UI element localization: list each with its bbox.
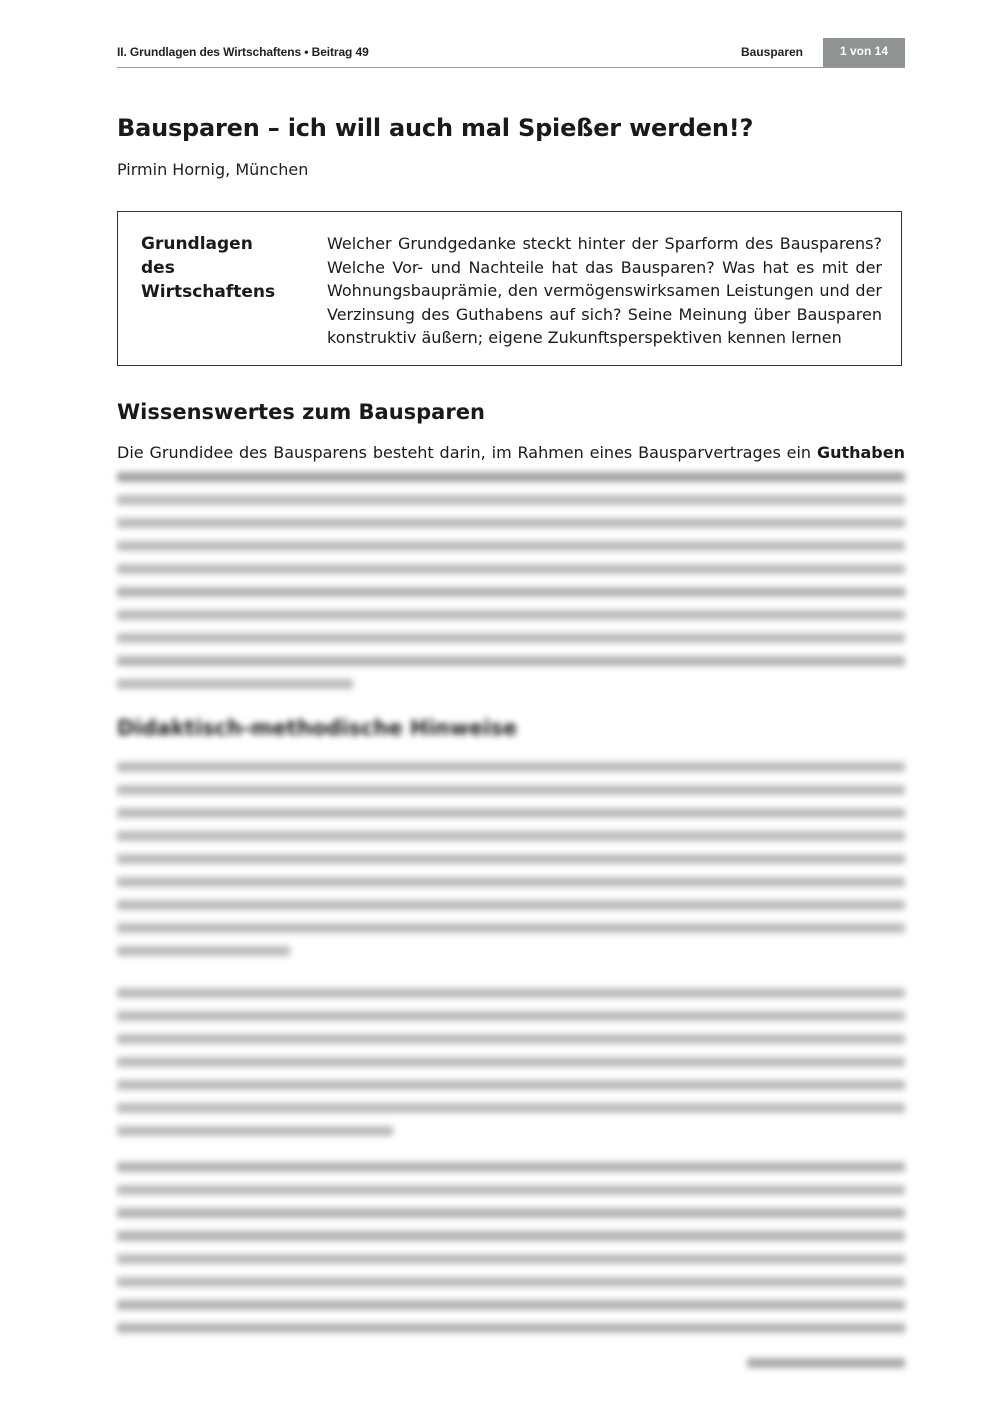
intro-bold-term: Guthaben bbox=[816, 443, 905, 462]
summary-box bbox=[117, 211, 902, 366]
section-heading-wissenswertes: Wissenswertes zum Bausparen bbox=[117, 400, 485, 424]
blurred-footer-credit bbox=[747, 1358, 905, 1368]
section-heading-didaktik: Didaktisch-methodische Hinweise bbox=[117, 716, 518, 740]
page-number-badge: 1 von 14 bbox=[823, 38, 905, 67]
page-header bbox=[117, 38, 905, 68]
intro-text: Die Grundidee des Bausparens besteht darin, im Rahmen eines Bausparvertrages ein bbox=[117, 443, 812, 462]
blurred-paragraph-section1 bbox=[117, 466, 905, 698]
blurred-paragraph-section2-b bbox=[117, 988, 905, 1149]
blurred-paragraph-section2-c bbox=[117, 1162, 905, 1346]
header-topic: Bausparen bbox=[740, 45, 803, 59]
author-line: Pirmin Hornig, München bbox=[117, 160, 309, 179]
blurred-paragraph-section2-a bbox=[117, 762, 905, 969]
header-series-title: II. Grundlagen des Wirtschaftens • Beitrag 49 bbox=[117, 45, 369, 59]
summary-box-text: Welcher Grundgedanke steckt hinter der Sparform des Bausparens? Welche Vor- und Nachteile hat das Bausparen? Was hat es mit der Wohnungsbauprämie, den vermögenswirksamen Leistungen und der Verzinsung des Guthabens auf sich? Seine Meinung über Bausparen konstruktiv äußern; eigene Zukunftsperspektiven kennen lernen bbox=[327, 234, 882, 348]
intro-paragraph-first-line bbox=[117, 441, 905, 465]
summary-box-label: Grundlagen des Wirtschaftens bbox=[141, 234, 276, 302]
page-title: Bausparen – ich will auch mal Spießer werden!? bbox=[117, 114, 754, 142]
